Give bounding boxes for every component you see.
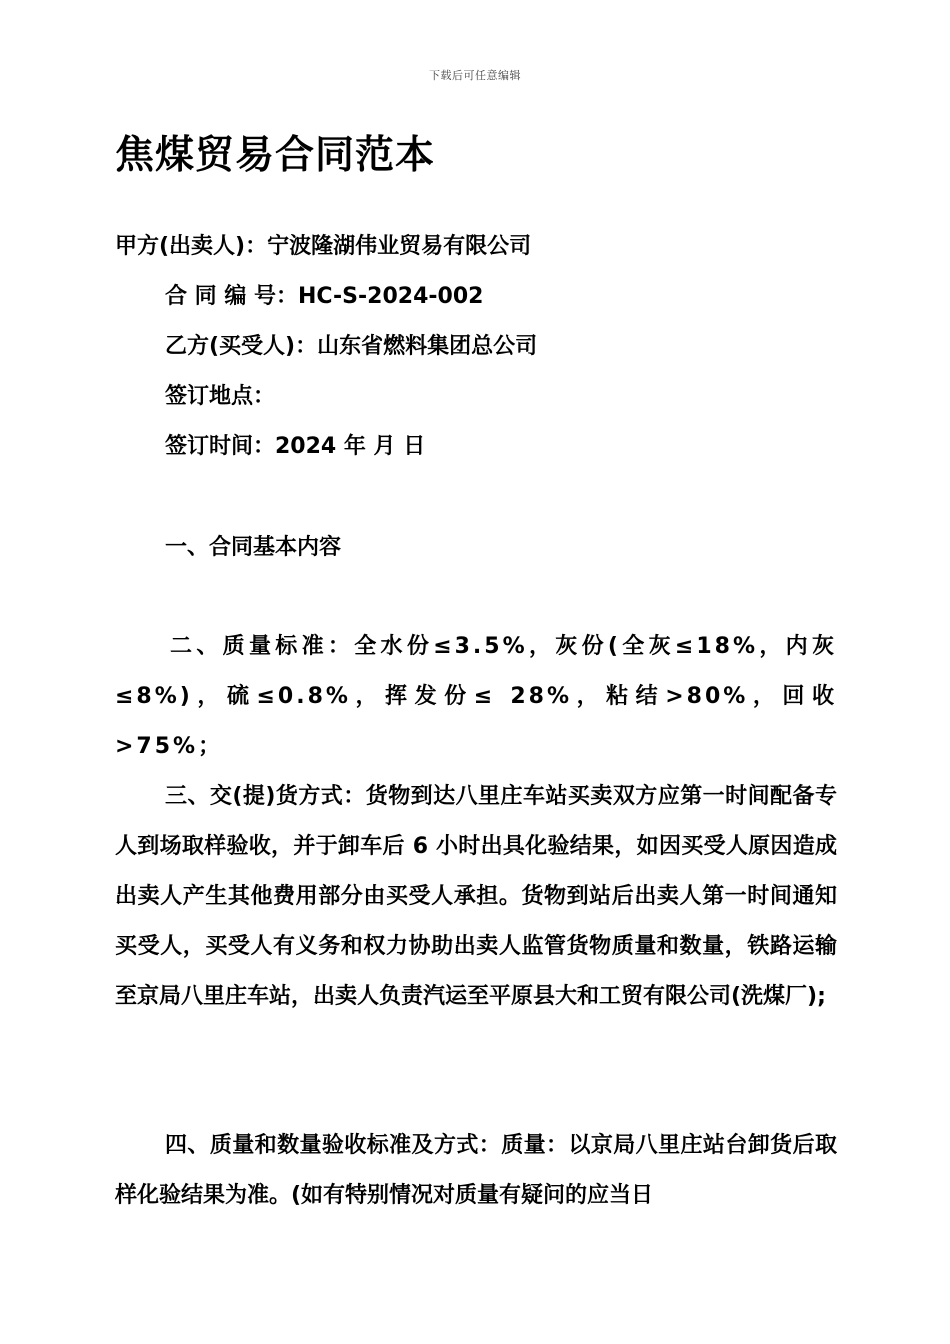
section-3-paragraph: 三、交(提)货方式：货物到达八里庄车站买卖双方应第一时间配备专人到场取样验收，并于卸车后 6 小时出具化验结果，如因买受人原因造成出卖人产生其他费用部分由买受人承担。货物到站后出卖人第一时间通知买受人，买受人有义务和权力协助出卖人监管货物质量和数量，铁路运输至京局八里庄车站，出卖人负责汽运至平原县大和工贸有限公司(洗煤厂); [115,784,837,1009]
party-a-line: 甲方(出卖人)：宁波隆湖伟业贸易有限公司 [115,234,532,259]
party-b-line: 乙方(买受人)：山东省燃料集团总公司 [165,334,538,359]
header-note: 下载后可任意编辑 [429,69,521,82]
sign-place-line: 签订地点： [165,384,276,409]
document-title: 焦煤贸易合同范本 [115,133,436,178]
section-4-paragraph: 四、质量和数量验收标准及方式：质量：以京局八里庄站台卸货后取样化验结果为准。(如有特别情况对质量有疑问的应当日 [115,1133,837,1208]
section-2-paragraph: 二、质量标准：全水份≤3.5%，灰份(全灰≤18%，内灰≤8%)，硫≤0.8%，挥发份≤ 28%，粘结>80%，回收 >75%； [115,634,837,759]
section-1-heading: 一、合同基本内容 [165,535,342,560]
contract-number-line: 合 同 编 号：HC-S-2024-002 [165,284,484,309]
sign-time-line: 签订时间：2024 年 月 日 [165,434,426,459]
